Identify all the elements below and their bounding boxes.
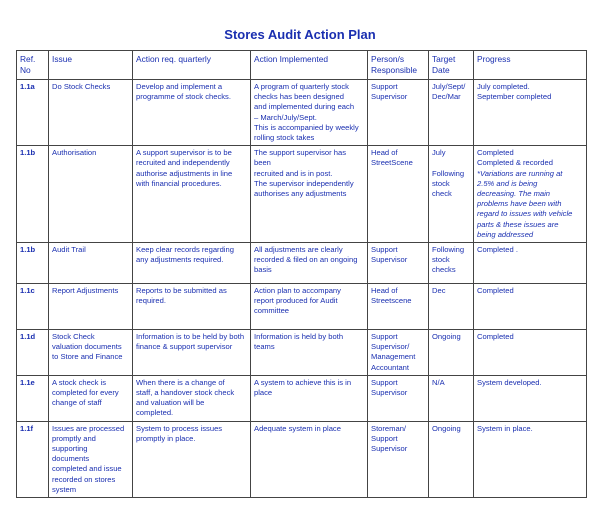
action-required-cell: Keep clear records regarding any adjustments required.: [133, 243, 251, 284]
table-row: [17, 421, 587, 497]
persons-responsible-cell: Support Supervisor/ Management Accountant: [368, 330, 429, 376]
action-plan-table: [16, 50, 587, 498]
action-implemented-cell: A system to achieve this is in place: [251, 375, 368, 421]
action-required-cell: Information is to be held by both finance & support supervisor: [133, 330, 251, 376]
ref-cell: 1.1c: [17, 284, 49, 330]
ref-cell: 1.1b: [17, 243, 49, 284]
action-implemented-cell: Action plan to accompany report produced for Audit committee: [251, 284, 368, 330]
page-title: Stores Audit Action Plan: [224, 27, 376, 42]
progress-cell: System in place.: [474, 421, 587, 497]
header-action-implemented: Action Implemented: [251, 51, 368, 80]
progress-cell: Completed Completed & recorded *Variations are running at 2.5% and is being decreasing. The main problems have been with regard to issues with vehicle parts & these issues are being addressed: [474, 146, 587, 243]
header-row: [17, 51, 587, 80]
table-row: [17, 330, 587, 376]
target-date-cell: N/A: [429, 375, 474, 421]
issue-cell: Issues are processed promptly and supporting documents completed and issue recorded on stores system: [49, 421, 133, 497]
target-date-cell: July/Sept/ Dec/Mar: [429, 80, 474, 146]
target-date-cell: Ongoing: [429, 330, 474, 376]
persons-responsible-cell: Head of Streetscene: [368, 284, 429, 330]
table-row: [17, 80, 587, 146]
action-required-cell: When there is a change of staff, a handover stock check and valuation will be completed.: [133, 375, 251, 421]
target-date-cell: Dec: [429, 284, 474, 330]
action-implemented-cell: The support supervisor has been recruited and is in post. The supervisor independently authorises any adjustments: [251, 146, 368, 243]
progress-cell: Completed: [474, 330, 587, 376]
persons-responsible-cell: Support Supervisor: [368, 243, 429, 284]
action-implemented-cell: Adequate system in place: [251, 421, 368, 497]
persons-responsible-cell: Storeman/ Support Supervisor: [368, 421, 429, 497]
ref-cell: 1.1b: [17, 146, 49, 243]
issue-cell: Authorisation: [49, 146, 133, 243]
action-required-cell: System to process issues promptly in place.: [133, 421, 251, 497]
header-persons-responsible: Person/s Responsible: [368, 51, 429, 80]
header-target-date: Target Date: [429, 51, 474, 80]
action-implemented-cell: All adjustments are clearly recorded & filed on an ongoing basis: [251, 243, 368, 284]
action-implemented-cell: A program of quarterly stock checks has been designed and implemented during each – March/July/Sept. This is accompanied by weekly rolling stock takes: [251, 80, 368, 146]
table-row: [17, 375, 587, 421]
persons-responsible-cell: Head of StreetScene: [368, 146, 429, 243]
target-date-cell: Following stock checks: [429, 243, 474, 284]
issue-cell: Audit Trail: [49, 243, 133, 284]
header-progress: Progress: [474, 51, 587, 80]
action-required-cell: Reports to be submitted as required.: [133, 284, 251, 330]
progress-cell: Completed: [474, 284, 587, 330]
action-required-cell: Develop and implement a programme of stock checks.: [133, 80, 251, 146]
ref-cell: 1.1e: [17, 375, 49, 421]
header-action-required: Action req. quarterly: [133, 51, 251, 80]
persons-responsible-cell: Support Supervisor: [368, 80, 429, 146]
table-row: [17, 284, 587, 330]
issue-cell: Report Adjustments: [49, 284, 133, 330]
table-row: [17, 146, 587, 243]
target-date-cell: Ongoing: [429, 421, 474, 497]
issue-cell: Do Stock Checks: [49, 80, 133, 146]
header-issue: Issue: [49, 51, 133, 80]
persons-responsible-cell: Support Supervisor: [368, 375, 429, 421]
ref-cell: 1.1d: [17, 330, 49, 376]
table-row: [17, 243, 587, 284]
issue-cell: A stock check is completed for every change of staff: [49, 375, 133, 421]
ref-cell: 1.1a: [17, 80, 49, 146]
progress-cell: July completed. September completed: [474, 80, 587, 146]
header-ref: Ref. No: [17, 51, 49, 80]
action-required-cell: A support supervisor is to be recruited and independently authorise adjustments in line with financial procedures.: [133, 146, 251, 243]
issue-cell: Stock Check valuation documents to Store and Finance: [49, 330, 133, 376]
action-implemented-cell: Information is held by both teams: [251, 330, 368, 376]
target-date-cell: July Following stock check: [429, 146, 474, 243]
progress-cell: System developed.: [474, 375, 587, 421]
ref-cell: 1.1f: [17, 421, 49, 497]
progress-cell: Completed .: [474, 243, 587, 284]
